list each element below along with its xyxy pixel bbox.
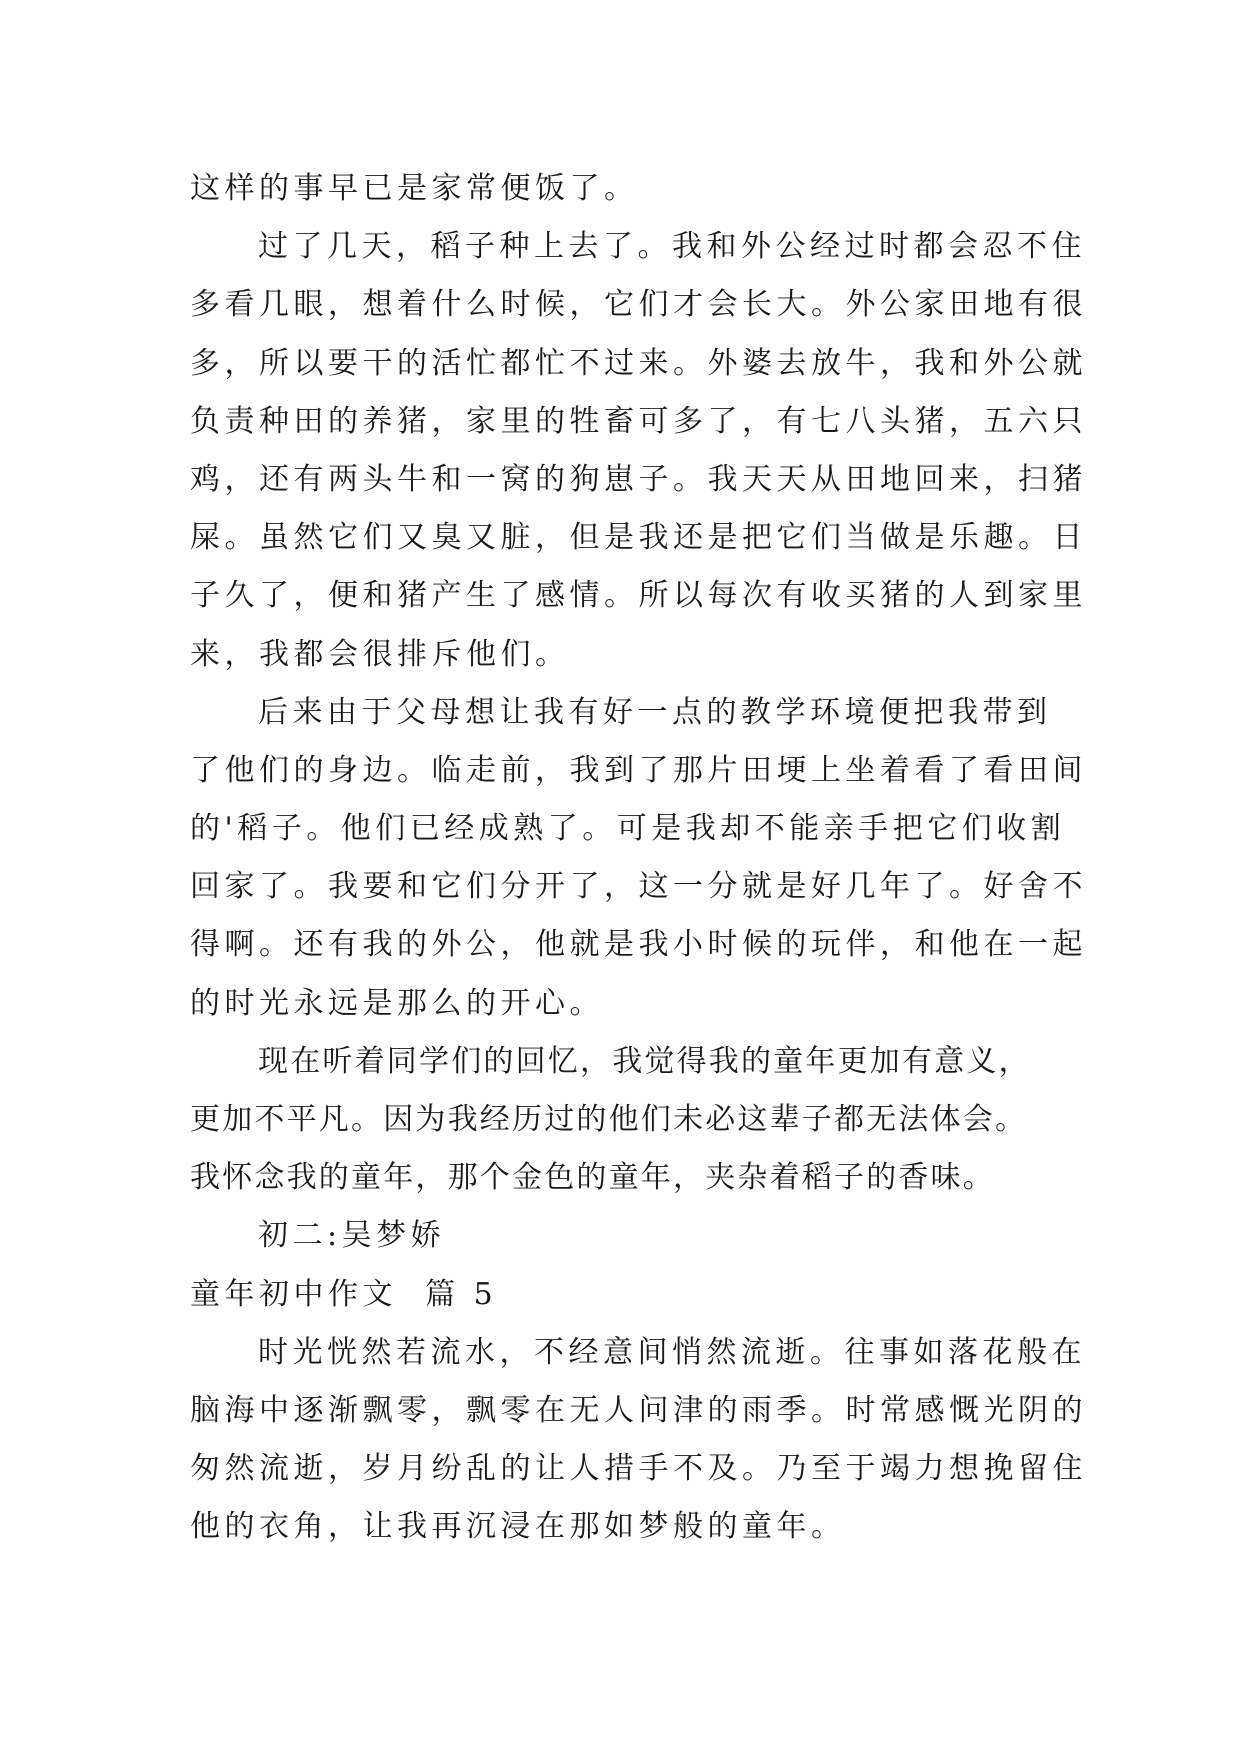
text-line: 鸡，还有两头牛和一窝的狗崽子。我天天从田地回来，扫猪 [190, 461, 1087, 497]
document-page [190, 160, 1090, 1557]
text-line: 匆然流逝，岁月纷乱的让人措手不及。乃至于竭力想挽留住 [190, 1451, 1087, 1487]
text-line: 屎。虽然它们又臭又脏，但是我还是把它们当做是乐趣。日 [190, 520, 1087, 556]
text-line: 负责种田的养猪，家里的牲畜可多了，有七八头猪，五六只 [190, 403, 1087, 439]
text-line: 脑海中逐渐飘零，飘零在无人问津的雨季。时常感慨光阴的 [190, 1392, 1087, 1428]
section-heading: 童年初中作文 篇 5 [190, 1276, 498, 1312]
text-line: 多，所以要干的活忙都忙不过来。外婆去放牛，我和外公就 [190, 345, 1087, 381]
text-line: 子久了，便和猪产生了感情。所以每次有收买猪的人到家里 [190, 578, 1087, 614]
text-line: 的'稻子。他们已经成熟了。可是我却不能亲手把它们收割 [190, 811, 1066, 847]
text-line: 现在听着同学们的回忆，我觉得我的童年更加有意义， [258, 1043, 1031, 1079]
text-line: 了他们的身边。临走前，我到了那片田埂上坐着看了看田间 [190, 752, 1087, 788]
signature-line: 初二:吴梦娇 [258, 1218, 446, 1254]
text-line: 更加不平凡。因为我经历过的他们未必这辈子都无法体会。 [190, 1102, 1028, 1137]
text-line: 的时光永远是那么的开心。 [190, 985, 604, 1021]
text-line: 我怀念我的童年，那个金色的童年，夹杂着稻子的香味。 [190, 1160, 995, 1196]
text-line: 得啊。还有我的外公，他就是我小时候的玩伴，和他在一起 [190, 927, 1087, 963]
text-line: 回家了。我要和它们分开了，这一分就是好几年了。好舍不 [190, 869, 1087, 905]
text-line: 时光恍然若流水，不经意间悄然流逝。往事如落花般在 [258, 1334, 1086, 1370]
text-line: 过了几天，稻子种上去了。我和外公经过时都会忍不住 [258, 229, 1086, 265]
text-line: 多看几眼，想着什么时候，它们才会长大。外公家田地有很 [190, 287, 1087, 323]
text-line: 后来由于父母想让我有好一点的教学环境便把我带到 [258, 694, 1052, 730]
text-line: 来，我都会很排斥他们。 [190, 636, 570, 672]
text-line: 他的衣角，让我再沉浸在那如梦般的童年。 [190, 1509, 846, 1545]
text-line: 这样的事早已是家常便饭了。 [190, 171, 639, 206]
